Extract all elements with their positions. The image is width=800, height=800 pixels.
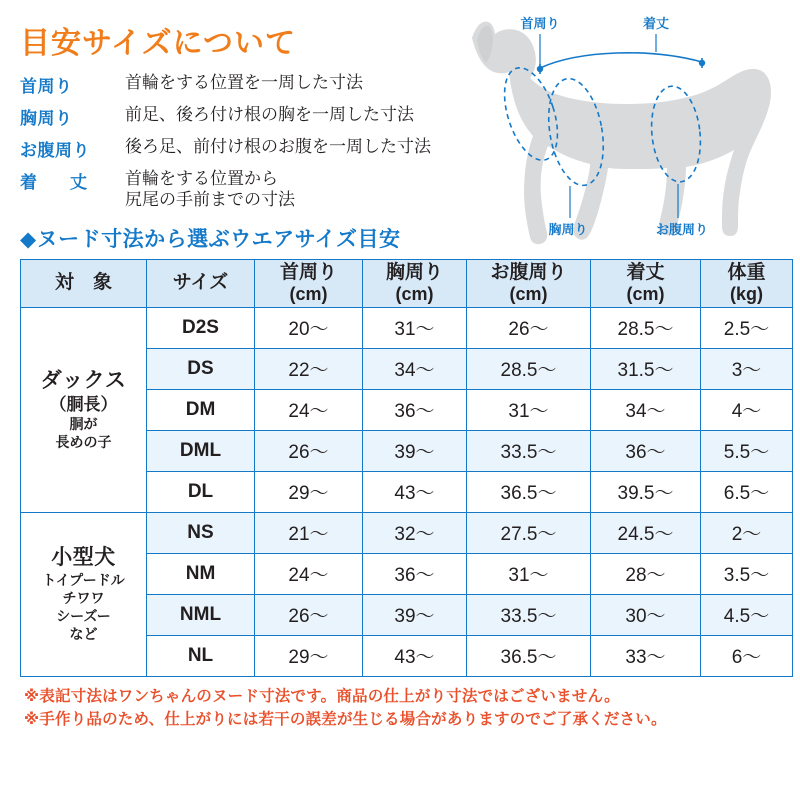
note-1: ※表記寸法はワンちゃんのヌード寸法です。商品の仕上がり寸法ではございません。	[24, 687, 620, 705]
col-header-belly-unit: (cm)	[509, 283, 548, 304]
diagram-label-neck: 首周り	[520, 16, 560, 31]
group-label-dachshund-note2: 長めの子	[55, 434, 112, 451]
group-label-dachshund	[21, 307, 147, 512]
definition-desc-neck: 首輪をする位置を一周した寸法	[125, 73, 363, 92]
table-row	[21, 307, 793, 348]
group-label-small-dog-note2: チワワ	[62, 589, 105, 606]
size-table	[20, 259, 793, 677]
cell-chest: 36〜	[363, 553, 467, 594]
cell-weight: 2.5〜	[701, 307, 793, 348]
cell-belly: 26〜	[467, 307, 591, 348]
page-title: 目安サイズについて	[20, 27, 296, 60]
cell-length: 39.5〜	[591, 471, 701, 512]
cell-length: 33〜	[591, 635, 701, 676]
col-header-length-unit: (cm)	[626, 283, 665, 304]
size-table-body	[21, 307, 793, 676]
cell-size: DM	[147, 389, 255, 430]
cell-length: 34〜	[591, 389, 701, 430]
cell-belly: 27.5〜	[467, 512, 591, 553]
cell-length: 36〜	[591, 430, 701, 471]
length-end-dot	[699, 60, 705, 66]
cell-neck: 26〜	[255, 430, 363, 471]
size-table-header	[21, 259, 793, 307]
cell-belly: 33.5〜	[467, 594, 591, 635]
cell-neck: 29〜	[255, 471, 363, 512]
length-bracket	[540, 53, 702, 74]
cell-size: NS	[147, 512, 255, 553]
cell-weight: 5.5〜	[701, 430, 793, 471]
col-header-belly	[467, 259, 591, 307]
definition-desc-belly: 後ろ足、前付け根のお腹を一周した寸法	[125, 137, 431, 156]
col-header-neck-unit: (cm)	[289, 283, 328, 304]
cell-size: NL	[147, 635, 255, 676]
dog-measurement-diagram	[420, 6, 792, 256]
cell-belly: 36.5〜	[467, 635, 591, 676]
cell-neck: 20〜	[255, 307, 363, 348]
group-label-dachshund-note1: 胴が	[69, 416, 98, 433]
cell-chest: 34〜	[363, 348, 467, 389]
cell-length: 28.5〜	[591, 307, 701, 348]
col-header-weight-unit: (kg)	[730, 283, 763, 304]
definition-desc-length-line1: 首輪をする位置から	[125, 169, 278, 188]
cell-size: DL	[147, 471, 255, 512]
cell-chest: 32〜	[363, 512, 467, 553]
cell-belly: 28.5〜	[467, 348, 591, 389]
cell-chest: 31〜	[363, 307, 467, 348]
col-header-size	[147, 259, 255, 307]
cell-size: DML	[147, 430, 255, 471]
diagram-label-belly: お腹周り	[655, 222, 709, 237]
group-label-small-dog-note1: トイプードル	[42, 571, 125, 588]
col-header-chest	[363, 259, 467, 307]
cell-length: 24.5〜	[591, 512, 701, 553]
group-label-small-dog	[21, 512, 147, 676]
section-heading: ◆ヌード寸法から選ぶウエアサイズ目安	[20, 227, 401, 251]
col-header-length-label: 着丈	[626, 261, 665, 283]
cell-size: DS	[147, 348, 255, 389]
cell-neck: 29〜	[255, 635, 363, 676]
definition-term-length: 着 丈	[20, 173, 95, 192]
cell-chest: 43〜	[363, 471, 467, 512]
cell-weight: 4〜	[701, 389, 793, 430]
col-header-neck-label: 首周り	[279, 261, 337, 283]
group-label-dachshund-sub: （胴長）	[49, 394, 118, 414]
cell-weight: 2〜	[701, 512, 793, 553]
col-header-weight-label: 体重	[727, 261, 766, 283]
cell-chest: 36〜	[363, 389, 467, 430]
note-2: ※手作り品のため、仕上がりには若干の誤差が生じる場合がありますのでご了承ください。	[24, 710, 667, 728]
cell-neck: 24〜	[255, 389, 363, 430]
cell-size: NML	[147, 594, 255, 635]
diagram-label-length: 着丈	[642, 16, 670, 31]
dog-silhouette-icon	[472, 22, 771, 245]
table-row	[21, 512, 793, 553]
cell-length: 30〜	[591, 594, 701, 635]
dog-diagram-svg	[420, 6, 792, 256]
col-header-neck	[255, 259, 363, 307]
col-header-belly-label: お腹周り	[490, 261, 567, 283]
cell-weight: 6.5〜	[701, 471, 793, 512]
col-header-target	[21, 259, 147, 307]
cell-chest: 39〜	[363, 594, 467, 635]
cell-weight: 3〜	[701, 348, 793, 389]
cell-weight: 4.5〜	[701, 594, 793, 635]
cell-size: D2S	[147, 307, 255, 348]
definition-term-chest: 胸周り	[20, 109, 73, 128]
definition-term-neck: 首周り	[20, 77, 73, 96]
group-label-small-dog-main: 小型犬	[51, 545, 116, 569]
cell-size: NM	[147, 553, 255, 594]
cell-belly: 36.5〜	[467, 471, 591, 512]
cell-weight: 3.5〜	[701, 553, 793, 594]
cell-neck: 22〜	[255, 348, 363, 389]
table-header-row	[21, 259, 793, 307]
definition-desc-chest: 前足、後ろ付け根の胸を一周した寸法	[125, 105, 414, 124]
col-header-size-label: サイズ	[172, 272, 229, 294]
cell-neck: 26〜	[255, 594, 363, 635]
cell-length: 28〜	[591, 553, 701, 594]
cell-belly: 33.5〜	[467, 430, 591, 471]
diagram-label-chest: 胸周り	[548, 222, 588, 237]
cell-neck: 21〜	[255, 512, 363, 553]
col-header-chest-label: 胸周り	[385, 261, 443, 283]
notes-block	[24, 685, 786, 732]
cell-chest: 43〜	[363, 635, 467, 676]
col-header-target-label: 対 象	[54, 272, 112, 294]
cell-chest: 39〜	[363, 430, 467, 471]
definition-desc-length	[125, 168, 295, 211]
col-header-length	[591, 259, 701, 307]
cell-belly: 31〜	[467, 389, 591, 430]
cell-neck: 24〜	[255, 553, 363, 594]
cell-weight: 6〜	[701, 635, 793, 676]
col-header-weight	[701, 259, 793, 307]
definition-term-belly: お腹周り	[20, 141, 90, 160]
definition-desc-length-line2: 尻尾の手前までの寸法	[125, 190, 295, 210]
col-header-chest-unit: (cm)	[395, 283, 434, 304]
cell-belly: 31〜	[467, 553, 591, 594]
cell-length: 31.5〜	[591, 348, 701, 389]
group-label-dachshund-main: ダックス	[40, 368, 127, 392]
group-label-small-dog-note3: シーズー	[56, 608, 111, 625]
group-label-small-dog-note4: など	[69, 626, 98, 643]
